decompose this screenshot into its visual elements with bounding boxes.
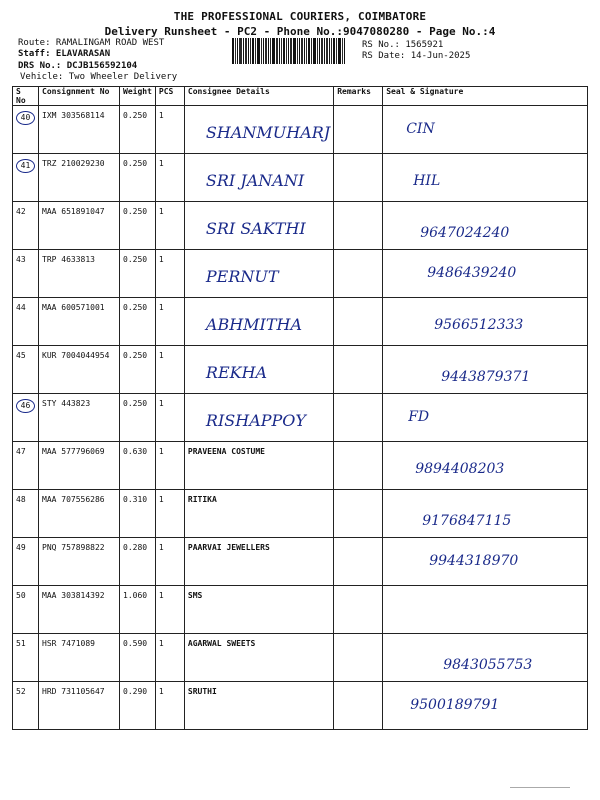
cell-signature	[383, 586, 588, 634]
header-weight: Weight	[120, 87, 156, 106]
serial-number: 52	[16, 687, 26, 696]
serial-number: 40	[16, 111, 35, 125]
cell-sno	[13, 394, 39, 442]
cell-consignee	[184, 394, 333, 442]
table-row	[13, 442, 588, 490]
barcode-bar	[261, 38, 262, 64]
cell-sno	[13, 634, 39, 682]
cell-remarks	[334, 298, 383, 346]
cell-sno	[13, 346, 39, 394]
consignee-name: SRUTHI	[187, 687, 217, 696]
table-row	[13, 250, 588, 298]
cell-consignee	[184, 538, 333, 586]
barcode-bar	[293, 38, 296, 64]
cell-sno	[13, 202, 39, 250]
cell-remarks	[334, 250, 383, 298]
consignee-name: PAARVAI JEWELLERS	[187, 543, 270, 552]
barcode-bar	[342, 38, 343, 64]
barcode-bar	[235, 38, 236, 64]
barcode-bar	[290, 38, 292, 64]
cell-sno	[13, 298, 39, 346]
cell-consignment: MAA 600571001	[39, 298, 120, 346]
signature: CIN	[406, 121, 435, 137]
barcode-bar	[329, 38, 330, 64]
cell-consignment: TRP 4633813	[39, 250, 120, 298]
rs-number: RS No.: 1565921	[362, 40, 444, 50]
table-row	[13, 202, 588, 250]
cell-pcs: 1	[155, 298, 184, 346]
barcode-bar	[317, 38, 318, 64]
cell-consignment: TRZ 210029230	[39, 154, 120, 202]
handwritten-consignee: SRI JANANI	[205, 171, 305, 190]
cell-sno	[13, 154, 39, 202]
drs-label: DRS No.: DCJB156592104	[18, 61, 138, 71]
barcode-bar	[326, 38, 328, 64]
cell-remarks	[334, 394, 383, 442]
barcode-bar	[306, 38, 307, 64]
cell-remarks	[334, 538, 383, 586]
cell-consignment: PNQ 757898822	[39, 538, 120, 586]
cell-consignee	[184, 490, 333, 538]
runsheet-subtitle: Delivery Runsheet - PC2 - Phone No.:9047080280 - Page No.:4	[104, 25, 496, 38]
table-row	[13, 106, 588, 154]
consignee-name: RITIKA	[187, 495, 217, 504]
signature: 9843055753	[443, 657, 533, 673]
barcode-bar	[281, 38, 282, 64]
cell-weight: 0.630	[120, 442, 156, 490]
cell-sno	[13, 682, 39, 730]
cell-consignment: STY 443823	[39, 394, 120, 442]
barcode-bar	[338, 38, 341, 64]
table-row	[13, 586, 588, 634]
cell-remarks	[334, 586, 383, 634]
cell-consignee	[184, 298, 333, 346]
barcode-bar	[252, 38, 254, 64]
header-consignment: Consignment No	[39, 87, 120, 106]
cell-consignee	[184, 586, 333, 634]
barcode-bar	[288, 38, 289, 64]
barcode-bar	[237, 38, 238, 64]
signature: HIL	[413, 173, 441, 189]
barcode-bar	[297, 38, 298, 64]
cell-weight: 0.250	[120, 154, 156, 202]
header-sno: S No	[13, 87, 39, 106]
table-row	[13, 154, 588, 202]
handwritten-consignee: SRI SAKTHI	[205, 219, 306, 238]
table-row	[13, 538, 588, 586]
cell-consignee	[184, 634, 333, 682]
table-row	[13, 394, 588, 442]
table-header-row	[13, 87, 588, 106]
barcode-bar	[283, 38, 285, 64]
handwritten-consignee: ABHMITHA	[205, 315, 303, 334]
barcode-bar	[331, 38, 332, 64]
barcode-bar	[344, 38, 345, 64]
signature: 9443879371	[441, 369, 531, 385]
cell-consignment: MAA 707556286	[39, 490, 120, 538]
cell-sno	[13, 250, 39, 298]
cell-weight: 0.250	[120, 394, 156, 442]
cell-signature	[383, 298, 588, 346]
serial-number: 49	[16, 543, 26, 552]
cell-signature	[383, 154, 588, 202]
cell-signature	[383, 538, 588, 586]
cell-consignment: HRD 731105647	[39, 682, 120, 730]
cell-pcs: 1	[155, 634, 184, 682]
cell-signature	[383, 202, 588, 250]
cell-pcs: 1	[155, 442, 184, 490]
serial-number: 50	[16, 591, 26, 600]
barcode-bar	[324, 38, 325, 64]
runsheet-table	[12, 86, 588, 730]
signature: 9944318970	[429, 553, 519, 569]
cell-pcs: 1	[155, 682, 184, 730]
header-pcs: PCS	[155, 87, 184, 106]
cell-consignment: KUR 7004044954	[39, 346, 120, 394]
signature: 9176847115	[422, 513, 512, 529]
handwritten-consignee: SHANMUHARJ	[205, 123, 331, 142]
barcode-bar	[272, 38, 275, 64]
cell-consignee	[184, 346, 333, 394]
route-label: Route: RAMALINGAM ROAD WEST	[18, 38, 165, 48]
cell-consignee	[184, 106, 333, 154]
signature: FD	[408, 409, 430, 425]
cell-sno	[13, 538, 39, 586]
vehicle-label: Vehicle: Two Wheeler Delivery	[20, 72, 178, 82]
table-row	[13, 682, 588, 730]
table-row	[13, 490, 588, 538]
signature: 9647024240	[420, 225, 510, 241]
rs-date: RS Date: 14-Jun-2025	[362, 51, 471, 61]
header-remarks: Remarks	[334, 87, 383, 106]
barcode-bar	[308, 38, 310, 64]
barcode-bar	[243, 38, 244, 64]
table-row	[13, 346, 588, 394]
cell-consignee	[184, 682, 333, 730]
handwritten-consignee: PERNUT	[205, 267, 279, 286]
handwritten-consignee: RISHAPPOY	[205, 411, 306, 430]
barcode-bar	[268, 38, 269, 64]
barcode-bar	[263, 38, 264, 64]
signature: 9500189791	[410, 697, 500, 713]
barcode-bar	[265, 38, 267, 64]
cell-weight: 0.310	[120, 490, 156, 538]
barcode-bar	[311, 38, 312, 64]
serial-number: 44	[16, 303, 26, 312]
cell-pcs: 1	[155, 346, 184, 394]
barcode-bar	[299, 38, 300, 64]
barcode-bar	[248, 38, 249, 64]
cell-signature	[383, 346, 588, 394]
cell-signature	[383, 250, 588, 298]
cell-pcs: 1	[155, 106, 184, 154]
cell-sno	[13, 586, 39, 634]
staff-label: Staff: ELAVARASAN	[18, 49, 111, 59]
cell-consignee	[184, 442, 333, 490]
cell-consignee	[184, 202, 333, 250]
cell-signature	[383, 634, 588, 682]
cell-sno	[13, 442, 39, 490]
cell-remarks	[334, 154, 383, 202]
serial-number: 47	[16, 447, 26, 456]
cell-pcs: 1	[155, 250, 184, 298]
cell-remarks	[334, 202, 383, 250]
serial-number: 41	[16, 159, 35, 173]
cell-weight: 0.590	[120, 634, 156, 682]
barcode-bar	[304, 38, 305, 64]
cell-weight: 0.250	[120, 250, 156, 298]
cell-sno	[13, 106, 39, 154]
handwritten-consignee: REKHA	[205, 363, 268, 382]
signature: 9566512333	[434, 317, 524, 333]
barcode-bar	[232, 38, 234, 64]
barcode-bar	[239, 38, 242, 64]
cell-consignment: MAA 651891047	[39, 202, 120, 250]
barcode-bar	[276, 38, 278, 64]
header-signature: Seal & Signature	[383, 87, 588, 106]
cell-remarks	[334, 106, 383, 154]
cell-remarks	[334, 490, 383, 538]
table-row	[13, 298, 588, 346]
signature: 9894408203	[415, 461, 505, 477]
cell-signature	[383, 106, 588, 154]
cell-pcs: 1	[155, 586, 184, 634]
consignee-name: AGARWAL SWEETS	[187, 639, 256, 648]
cell-remarks	[334, 634, 383, 682]
page-footer-line	[510, 787, 570, 792]
cell-weight: 1.060	[120, 586, 156, 634]
cell-consignment: IXM 303568114	[39, 106, 120, 154]
barcode-bar	[313, 38, 316, 64]
cell-pcs: 1	[155, 538, 184, 586]
serial-number: 45	[16, 351, 26, 360]
serial-number: 43	[16, 255, 26, 264]
cell-weight: 0.280	[120, 538, 156, 586]
cell-consignment: MAA 303814392	[39, 586, 120, 634]
cell-weight: 0.250	[120, 106, 156, 154]
cell-weight: 0.250	[120, 202, 156, 250]
cell-signature	[383, 394, 588, 442]
cell-weight: 0.290	[120, 682, 156, 730]
cell-consignment: MAA 577796069	[39, 442, 120, 490]
barcode-bar	[301, 38, 303, 64]
serial-number: 48	[16, 495, 26, 504]
barcode-bar	[270, 38, 271, 64]
barcode-bar	[319, 38, 320, 64]
cell-weight: 0.250	[120, 346, 156, 394]
serial-number: 46	[16, 399, 35, 413]
serial-number: 51	[16, 639, 26, 648]
serial-number: 42	[16, 207, 26, 216]
barcode-bar	[321, 38, 323, 64]
cell-remarks	[334, 682, 383, 730]
cell-consignee	[184, 250, 333, 298]
cell-signature	[383, 682, 588, 730]
barcode-bar	[336, 38, 337, 64]
signature: 9486439240	[427, 265, 517, 281]
consignee-name: SMS	[187, 591, 203, 600]
cell-pcs: 1	[155, 154, 184, 202]
cell-pcs: 1	[155, 490, 184, 538]
barcode-bar	[255, 38, 256, 64]
barcode-bar	[333, 38, 335, 64]
cell-signature	[383, 490, 588, 538]
header-consignee: Consignee Details	[184, 87, 333, 106]
company-title: THE PROFESSIONAL COURIERS, COIMBATORE	[173, 10, 427, 23]
cell-signature	[383, 442, 588, 490]
barcode-bar	[250, 38, 251, 64]
barcode-bar	[279, 38, 280, 64]
cell-consignment: HSR 7471089	[39, 634, 120, 682]
barcode	[232, 38, 356, 64]
barcode-bar	[286, 38, 287, 64]
cell-weight: 0.250	[120, 298, 156, 346]
consignee-name: PRAVEENA COSTUME	[187, 447, 265, 456]
cell-remarks	[334, 442, 383, 490]
barcode-bar	[257, 38, 260, 64]
cell-consignee	[184, 154, 333, 202]
cell-sno	[13, 490, 39, 538]
barcode-bar	[245, 38, 247, 64]
cell-remarks	[334, 346, 383, 394]
table-row	[13, 634, 588, 682]
cell-pcs: 1	[155, 394, 184, 442]
cell-pcs: 1	[155, 202, 184, 250]
